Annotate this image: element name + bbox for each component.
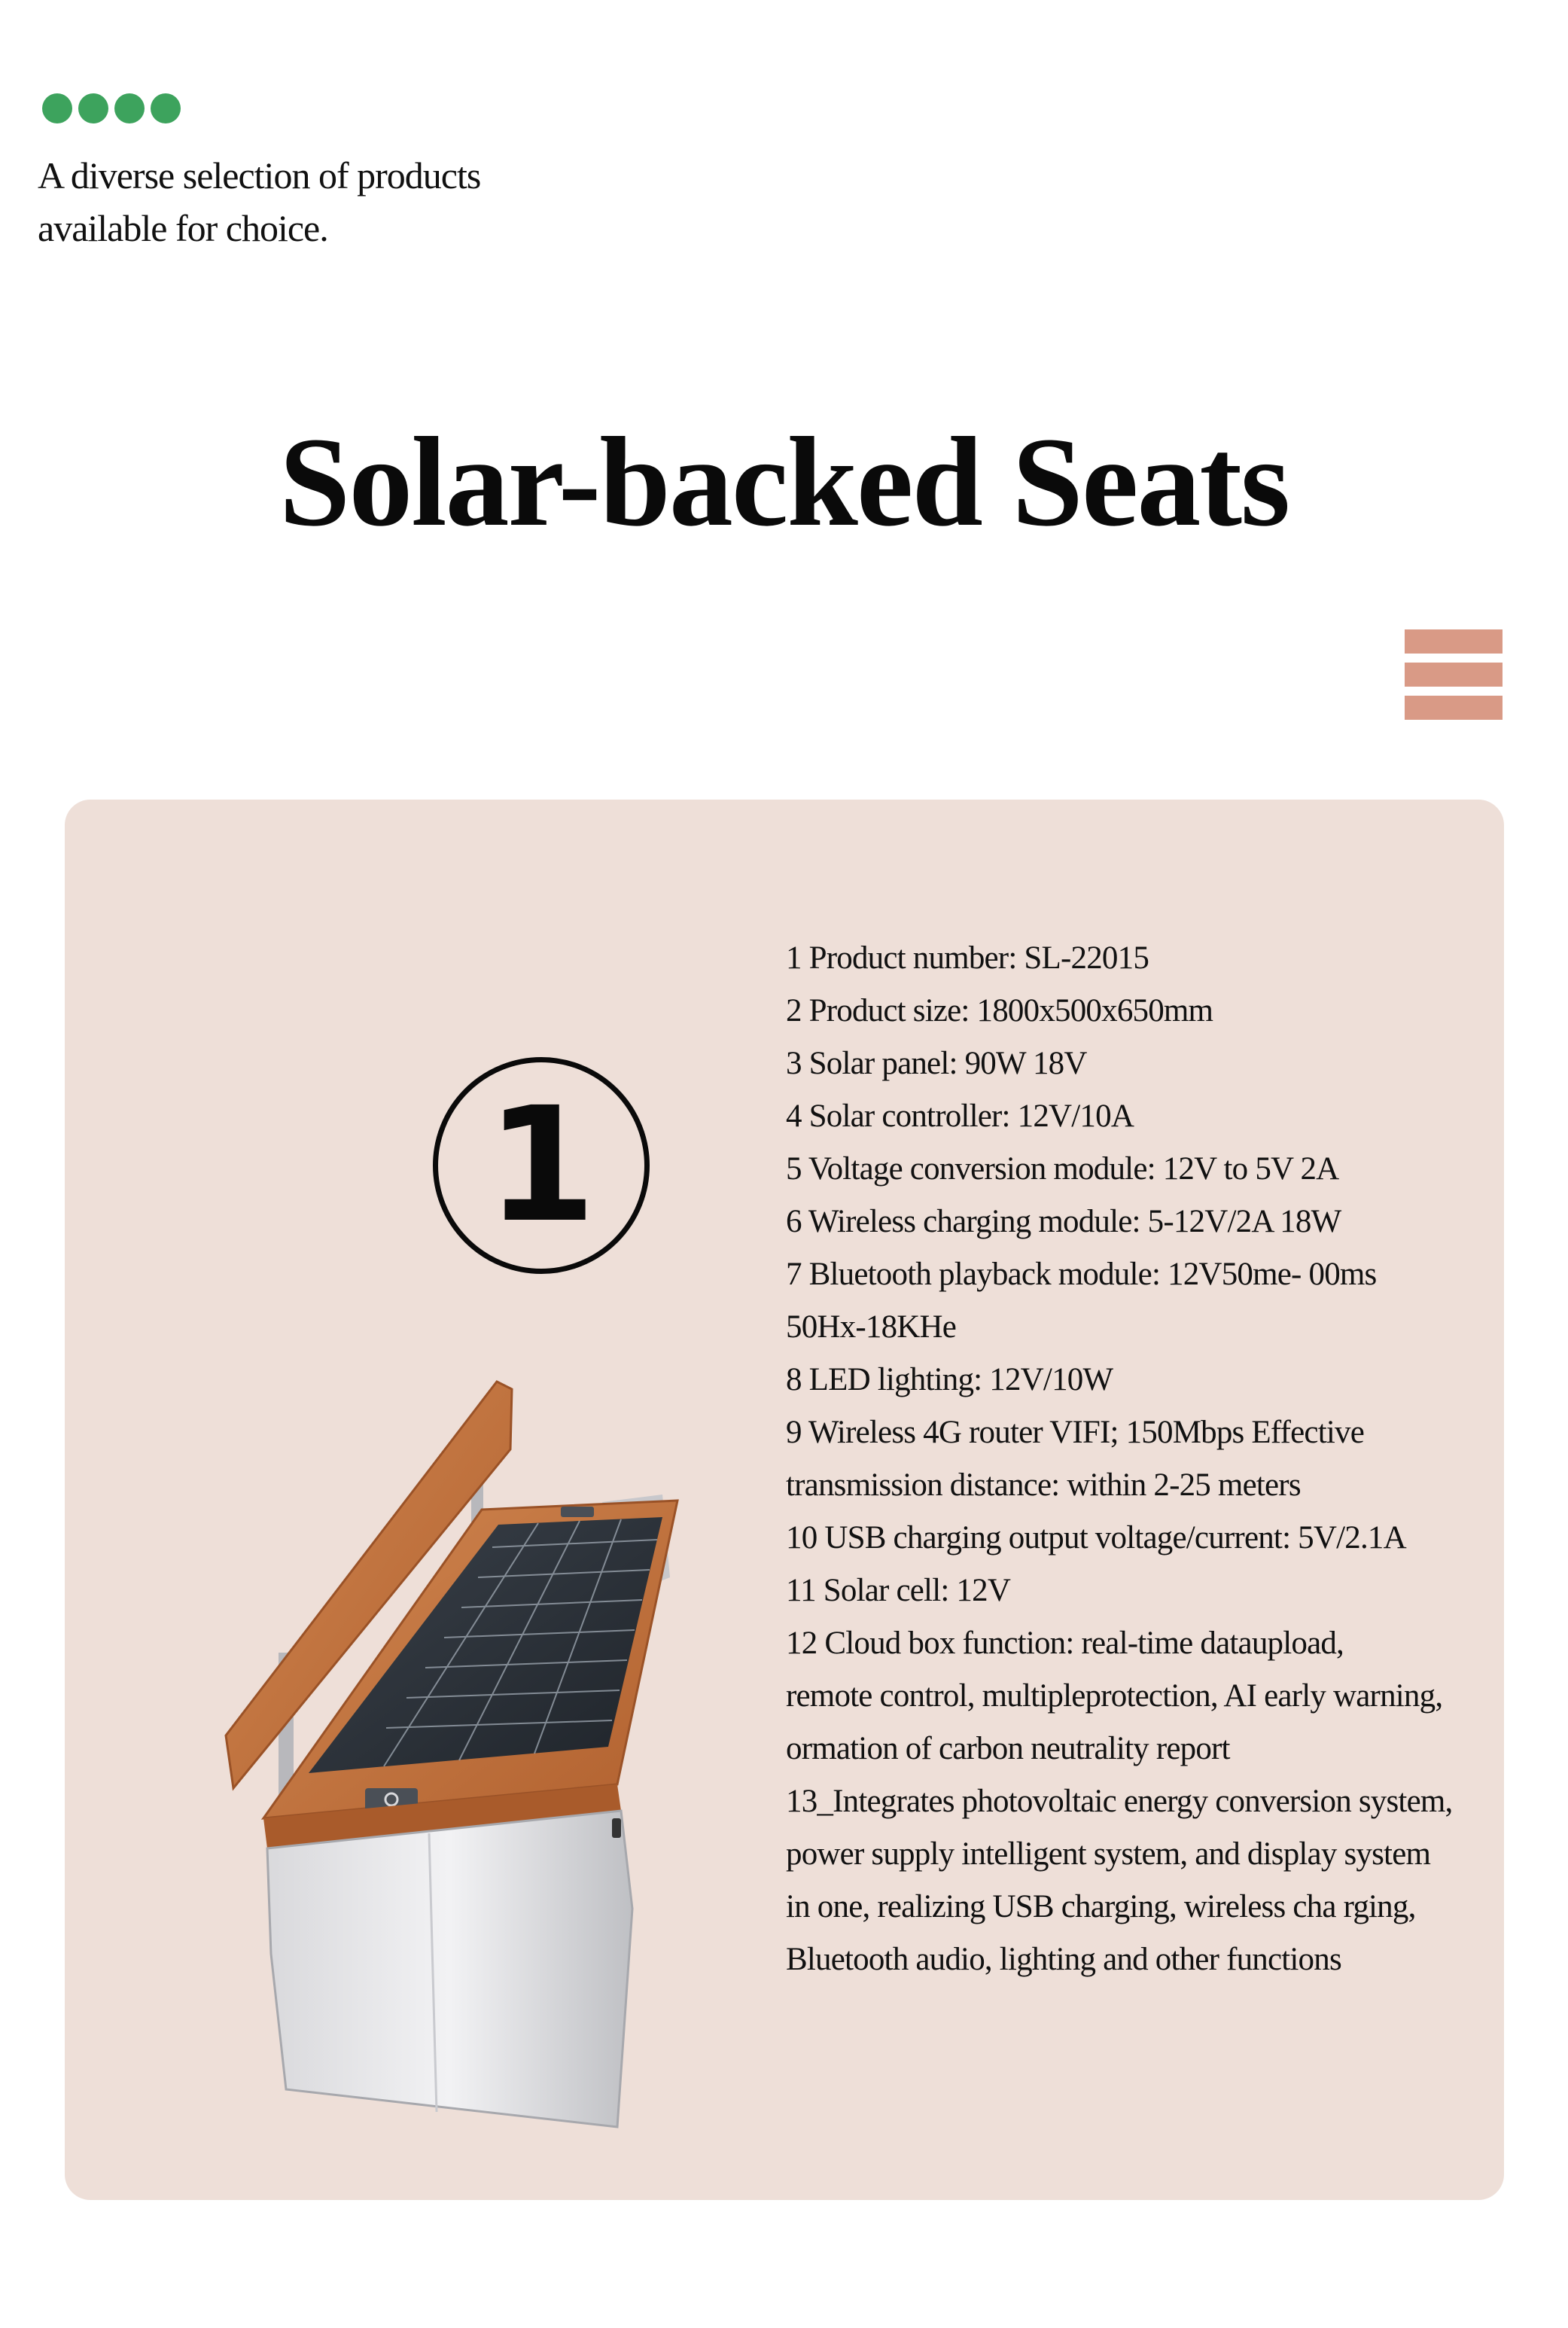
intro-line-1: A diverse selection of products: [38, 154, 481, 197]
dot-4: [151, 93, 181, 123]
wireless-charging-icon: [561, 1507, 594, 1517]
spec-line: 2 Product size: 1800x500x650mm: [786, 993, 1213, 1028]
solar-bench-image: [211, 1367, 693, 2135]
spec-line: 9 Wireless 4G router VIFI; 150Mbps Effective: [786, 1415, 1364, 1450]
spec-line: 4 Solar controller: 12V/10A: [786, 1098, 1134, 1134]
spec-line: 3 Solar panel: 90W 18V: [786, 1046, 1087, 1081]
bench-base: [267, 1811, 632, 2127]
spec-line: 50Hx-18KHe: [786, 1309, 957, 1345]
spec-line: power supply intelligent system, and display system: [786, 1836, 1431, 1872]
spec-line: in one, realizing USB charging, wireless cha rging,: [786, 1889, 1416, 1924]
product-number-badge: 1: [433, 1057, 650, 1274]
spec-line: 11 Solar cell: 12V: [786, 1573, 1011, 1608]
dot-1: [42, 93, 72, 123]
menu-bar-3: [1405, 696, 1503, 720]
spec-line: transmission distance: within 2-25 meters: [786, 1467, 1301, 1503]
spec-line: 5 Voltage conversion module: 12V to 5V 2A: [786, 1151, 1339, 1187]
spec-line: 1 Product number: SL-22015: [786, 940, 1149, 976]
spec-line: ormation of carbon neutrality report: [786, 1731, 1230, 1766]
dot-3: [114, 93, 145, 123]
spec-line: 8 LED lighting: 12V/10W: [786, 1362, 1113, 1397]
spec-line: remote control, multipleprotection, AI early warning,: [786, 1678, 1443, 1714]
intro-text: [38, 149, 640, 254]
usb-port-icon: [612, 1818, 621, 1838]
decorative-dots: [42, 93, 181, 123]
hamburger-menu-icon[interactable]: [1405, 629, 1503, 720]
spec-line: 12 Cloud box function: real-time dataupload,: [786, 1626, 1344, 1661]
spec-line: 7 Bluetooth playback module: 12V50me- 00ms: [786, 1257, 1377, 1292]
solar-panel: [309, 1517, 662, 1773]
spec-line: Bluetooth audio, lighting and other functions: [786, 1942, 1341, 1977]
spec-line: 10 USB charging output voltage/current: 5V/2.1A: [786, 1520, 1406, 1556]
spec-list: [786, 932, 1493, 1986]
page-title: Solar-backed Seats: [279, 411, 1289, 553]
spec-line: 13_Integrates photovoltaic energy conversion system,: [786, 1784, 1453, 1819]
spec-line: 6 Wireless charging module: 5-12V/2A 18W: [786, 1204, 1341, 1239]
menu-bar-2: [1405, 663, 1503, 687]
dot-2: [78, 93, 108, 123]
intro-line-2: available for choice.: [38, 207, 328, 249]
menu-bar-1: [1405, 629, 1503, 654]
